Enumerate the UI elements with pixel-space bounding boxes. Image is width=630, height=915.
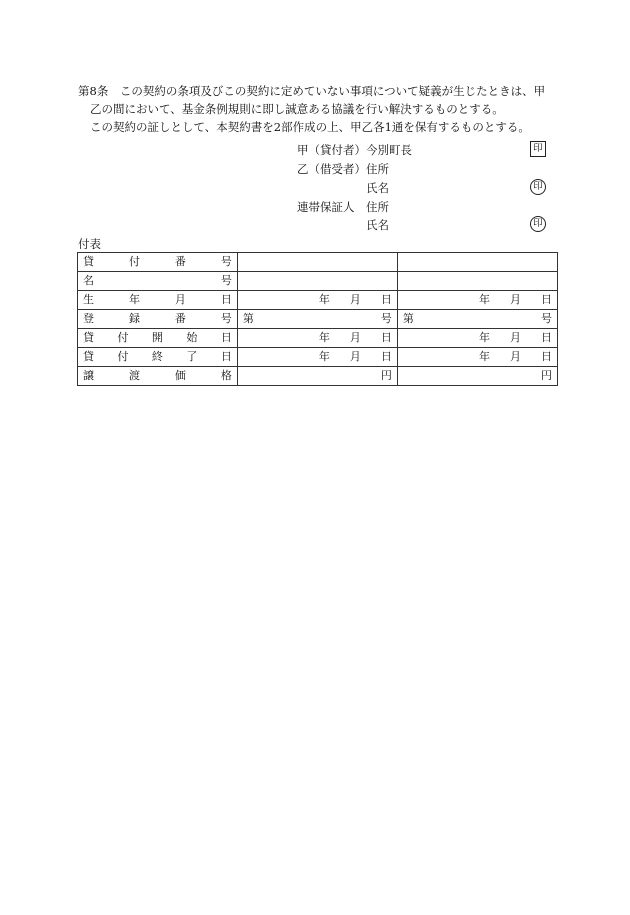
table-caption: 付表 [78,237,101,251]
date-cell: 年 月 日 [318,350,392,363]
table-row [78,272,558,291]
guarantor-role: 連帯保証人 [297,200,355,214]
table-row [78,348,558,367]
article-8-line-1: 第8条 この契約の条項及びこの契約に定めていない事項について疑義が生じたときは、甲 [78,84,546,98]
table-row [78,310,558,329]
table-row [78,367,558,386]
appendix-table [77,252,558,386]
date-cell: 年 月 日 [318,331,392,344]
table-row [78,291,558,310]
cell-empty [397,272,557,291]
date-cell: 年 月 日 [479,331,552,344]
row-label-loan-end-date: 貸 付 終 了 日 [83,350,232,363]
closing-paragraph: この契約の証しとして、本契約書を2部作成の上、甲乙各1通を保有するものとする。 [90,120,530,134]
table-row [78,253,558,272]
row-label-loan-start-date: 貸 付 開 始 日 [83,331,232,344]
otsu-name-label: 氏名 [366,181,389,195]
kou-name: 今別町長 [366,143,412,157]
date-cell: 年 月 日 [479,350,552,363]
row-label-transfer-price: 譲 渡 価 格 [83,369,232,382]
otsu-role: 乙（借受者） [297,162,366,176]
article-8-line-2: 乙の間において、基金条例規則に即し誠意ある協議を行い解決するものとする。 [90,102,504,116]
guarantor-address-label: 住所 [366,200,389,214]
guarantor-name-label: 氏名 [366,218,389,232]
registration-cell: 第 号 [242,312,392,325]
date-cell: 年 月 日 [479,293,552,306]
row-label-loan-number: 貸 付 番 号 [83,255,232,268]
date-cell: 年 月 日 [318,293,392,306]
article-8 [78,82,558,118]
seal-square-kou: 印 [530,141,546,157]
kou-role: 甲（貸付者） [297,143,366,157]
yen-cell: 円 [237,367,397,386]
row-label-birthdate: 生 年 月 日 [83,293,232,306]
cell-empty [237,272,397,291]
seal-circle-otsu: 印 [530,179,546,195]
otsu-address-label: 住所 [366,162,389,176]
row-label-name-number: 名 号 [83,274,232,287]
seal-circle-guarantor: 印 [530,216,546,232]
cell-empty [237,253,397,272]
cell-empty [397,253,557,272]
table-row [78,329,558,348]
yen-cell: 円 [397,367,557,386]
row-label-registration-number: 登 録 番 号 [83,312,232,325]
registration-cell: 第 号 [402,312,552,325]
